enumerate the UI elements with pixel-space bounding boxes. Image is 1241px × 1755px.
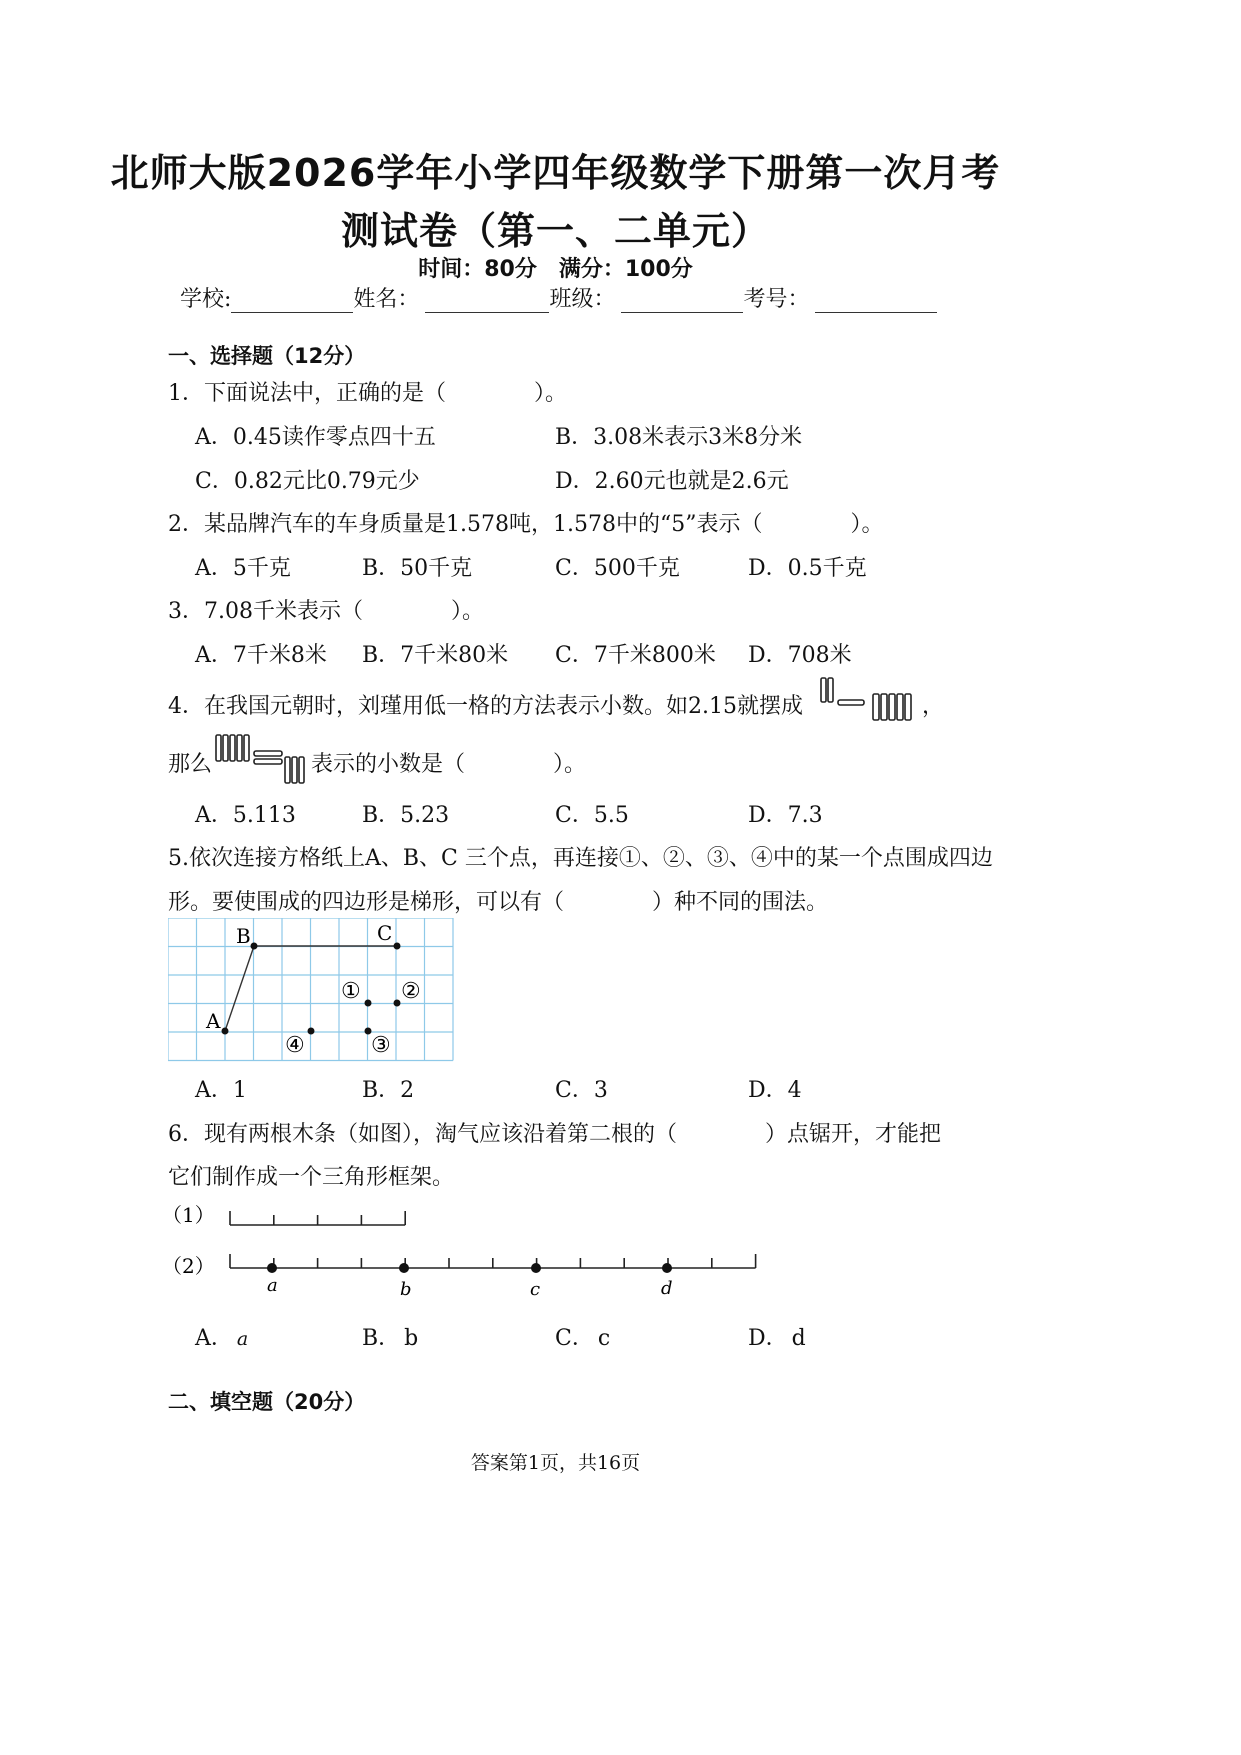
- point-a-label: a: [267, 1275, 278, 1296]
- point-4: [308, 1028, 315, 1035]
- q4-option-b[interactable]: B．5.23: [362, 803, 450, 828]
- label-c: C: [377, 921, 393, 945]
- q2-stem: 2．某品牌汽车的车身质量是1.578吨，1.578中的“5”表示（ ）。: [168, 512, 884, 537]
- point-2: [394, 1000, 401, 1007]
- title-line-2: 测试卷（第一、二单元）: [340, 209, 770, 253]
- q5-stem-line1: 5.依次连接方格纸上A、B、C 三个点，再连接①、②、③、④中的某一个点围成四边: [168, 846, 993, 871]
- q4-option-d[interactable]: D．7.3: [748, 803, 823, 828]
- q1-option-d[interactable]: D．2.60元也就是2.6元: [555, 469, 789, 494]
- label-a: A: [206, 1009, 221, 1033]
- point-b-dot: [399, 1263, 409, 1273]
- q4-stem-comma: ，: [922, 694, 945, 719]
- field-school: 学校:: [180, 287, 232, 312]
- q6-option-a-letter: A．: [195, 1326, 233, 1351]
- point-c-label: c: [530, 1279, 541, 1300]
- stick-1-label: （1）: [162, 1203, 215, 1227]
- section-title-choice: 一、选择题（12分）: [168, 344, 366, 368]
- q1-option-b[interactable]: B．3.08米表示3米8分米: [555, 425, 803, 450]
- q4-stem-part3: 表示的小数是（ ）。: [311, 752, 587, 777]
- q6-stem-line2: 它们制作成一个三角形框架。: [168, 1165, 455, 1190]
- q6-option-d-letter: D．: [748, 1326, 788, 1351]
- field-name: 姓名：: [353, 287, 420, 312]
- segment-ab: [225, 946, 254, 1031]
- q1-stem: 1．下面说法中，正确的是（ ）。: [168, 381, 567, 406]
- q5-option-c[interactable]: C．3: [555, 1078, 608, 1103]
- label-3: ③: [371, 1033, 391, 1058]
- label-4: ④: [285, 1033, 305, 1058]
- q6-option-c[interactable]: [555, 1321, 610, 1352]
- q3-option-b[interactable]: B．7千米80米: [362, 643, 509, 668]
- point-d-label: d: [661, 1278, 673, 1299]
- q5-grid-figure: [168, 918, 456, 1063]
- q3-option-d[interactable]: D．708米: [748, 643, 852, 668]
- q3-option-a[interactable]: A．7千米8米: [195, 643, 327, 668]
- label-1: ①: [341, 979, 361, 1004]
- label-2: ②: [401, 979, 421, 1004]
- q1-option-c[interactable]: C．0.82元比0.79元少: [195, 469, 420, 494]
- q4-stem-part2: 那么: [168, 752, 213, 777]
- info-row: [180, 282, 937, 313]
- page-footer: 答案第1页，共16页: [470, 1452, 641, 1474]
- q6-option-c-letter: C．: [555, 1326, 594, 1351]
- class-blank[interactable]: [621, 290, 743, 313]
- stick-2: [230, 1254, 756, 1268]
- q5-stem-line2: 形。要使围成的四边形是梯形，可以有（ ）种不同的围法。: [168, 890, 829, 915]
- q6-option-c-value: c: [597, 1326, 611, 1351]
- section-title-fill: 二、填空题（20分）: [168, 1390, 366, 1414]
- q2-option-d[interactable]: D．0.5千克: [748, 556, 867, 581]
- q6-option-d-value: d: [791, 1326, 806, 1351]
- school-blank[interactable]: [231, 290, 353, 313]
- label-b: B: [236, 924, 251, 948]
- point-a: [222, 1028, 229, 1035]
- q6-option-b-letter: B．: [362, 1326, 401, 1351]
- point-b: [251, 943, 258, 950]
- point-d-dot: [662, 1263, 672, 1273]
- q5-option-d[interactable]: D．4: [748, 1078, 802, 1103]
- stick-2-label: （2）: [162, 1254, 215, 1278]
- q6-option-b[interactable]: [362, 1321, 418, 1352]
- point-c-dot: [531, 1263, 541, 1273]
- field-class: 班级：: [549, 287, 616, 312]
- field-exam-no: 考号：: [743, 287, 810, 312]
- q5-option-b[interactable]: B．2: [362, 1078, 415, 1103]
- q2-option-a[interactable]: A．5千克: [195, 556, 291, 581]
- q6-option-b-value: b: [404, 1326, 419, 1351]
- q6-option-d[interactable]: [748, 1321, 806, 1352]
- q3-stem: 3．7.08千米表示（ ）。: [168, 599, 484, 624]
- point-a-dot: [267, 1263, 277, 1273]
- rod-numeral-2-15-image: [818, 676, 922, 724]
- q2-option-c[interactable]: C．500千克: [555, 556, 680, 581]
- q4-stem-part1: 4．在我国元朝时，刘瑾用低一格的方法表示小数。如2.15就摆成: [168, 694, 803, 719]
- q6-option-a-value: a: [236, 1328, 249, 1350]
- q6-option-a[interactable]: [195, 1321, 248, 1352]
- stick-1: [230, 1211, 405, 1225]
- point-1: [365, 1000, 372, 1007]
- q2-option-b[interactable]: B．50千克: [362, 556, 473, 581]
- title-line-1: 北师大版2026学年小学四年级数学下册第一次月考: [110, 151, 1001, 195]
- q4-option-a[interactable]: A．5.113: [195, 803, 296, 828]
- q6-sticks-figure: [160, 1198, 770, 1308]
- point-b-label: b: [400, 1279, 412, 1300]
- q6-stem-line1: 6．现有两根木条（如图），淘气应该沿着第二根的（ ）点锯开，才能把: [168, 1122, 941, 1147]
- rod-numeral-question-image: [214, 731, 310, 785]
- q5-option-a[interactable]: A．1: [195, 1078, 247, 1103]
- q4-option-c[interactable]: C．5.5: [555, 803, 629, 828]
- name-blank[interactable]: [425, 290, 549, 313]
- q1-option-a[interactable]: A．0.45读作零点四十五: [195, 425, 436, 450]
- point-c: [394, 943, 401, 950]
- exam-no-blank[interactable]: [815, 290, 937, 313]
- q3-option-c[interactable]: C．7千米800米: [555, 643, 716, 668]
- time-score: 时间：80分 满分：100分: [418, 257, 693, 282]
